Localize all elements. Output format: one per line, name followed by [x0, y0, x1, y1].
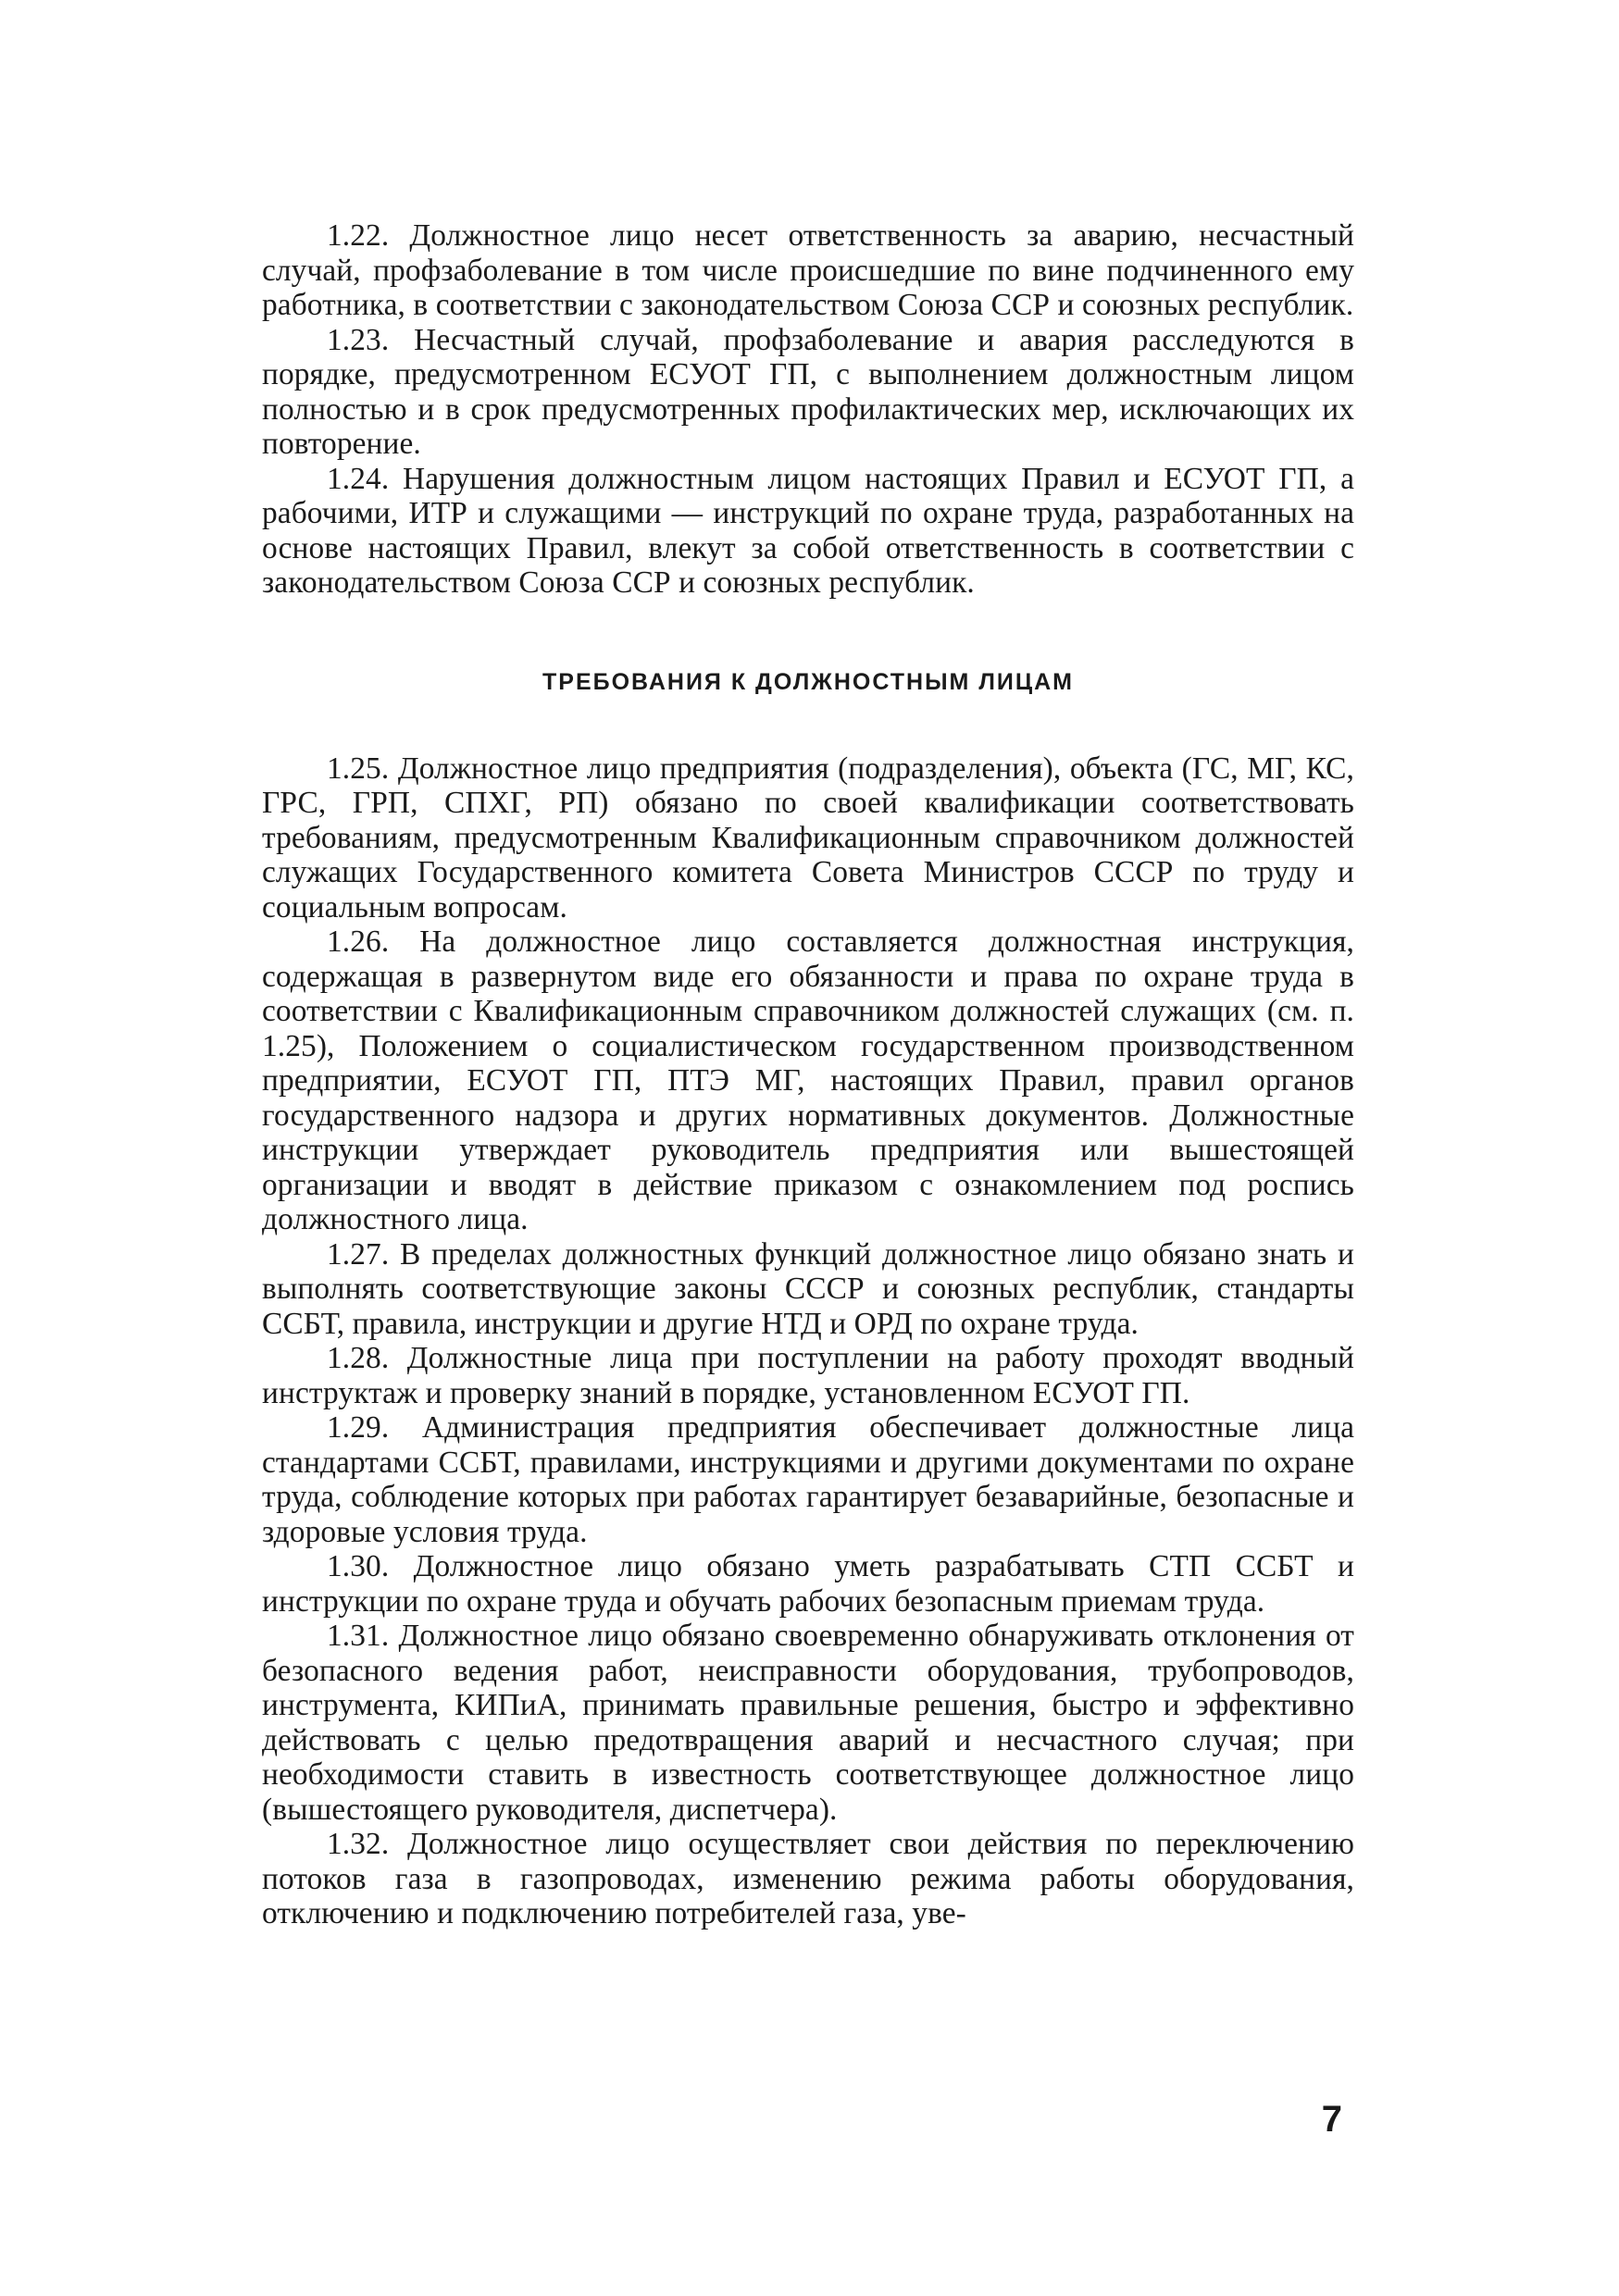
paragraph-1-32: 1.32. Должностное лицо осуществляет свои действия по переключению потоков газа в газопроводах, изменению режима работы оборудования, отключению и подключению потребителей газа, уве-	[262, 1827, 1354, 1930]
paragraph-1-22: 1.22. Должностное лицо несет ответственность за аварию, несчастный случай, профзаболевание в том числе происшедшие по вине подчиненного ему работника, в соответствии с законодательством Союза ССР и союзных республик.	[262, 218, 1354, 322]
paragraph-1-29: 1.29. Администрация предприятия обеспечивает должностные лица стандартами ССБТ, правилами, инструкциями и другими документами по охране труда, соблюдение которых при работах гарантирует безаварийные, безопасные и здоровые условия труда.	[262, 1410, 1354, 1549]
section-responsibility	[262, 218, 1354, 601]
section-requirements	[262, 751, 1354, 1931]
page-number: 7	[1321, 2099, 1342, 2140]
paragraph-1-28: 1.28. Должностные лица при поступлении на работу проходят вводный инструктаж и проверку знаний в порядке, установленном ЕСУОТ ГП.	[262, 1341, 1354, 1410]
document-page	[262, 218, 1354, 1931]
paragraph-1-26: 1.26. На должностное лицо составляется должностная инструкция, содержащая в развернутом виде его обязанности и права по охране труда в соответствии с Квалификационным справочником должностей служащих (см. п. 1.25), Положением о социалистическом государственном производственном предприятии, ЕСУОТ ГП, ПТЭ МГ, настоящих Правил, правил органов государственного надзора и других нормативных документов. Должностные инструкции утверждает руководитель предприятия или вышестоящей организации и вводят в действие приказом с ознакомлением под роспись должностного лица.	[262, 925, 1354, 1236]
paragraph-1-24: 1.24. Нарушения должностным лицом настоящих Правил и ЕСУОТ ГП, а рабочими, ИТР и служащими — инструкций по охране труда, разработанных на основе настоящих Правил, влекут за собой ответственность в соответствии с законодательством Союза ССР и союзных республик.	[262, 461, 1354, 600]
section-heading: ТРЕБОВАНИЯ К ДОЛЖНОСТНЫМ ЛИЦАМ	[542, 668, 1074, 695]
paragraph-1-25: 1.25. Должностное лицо предприятия (подразделения), объекта (ГС, МГ, КС, ГРС, ГРП, СПХГ, РП) обязано по своей квалификации соответствовать требованиям, предусмотренным Квалификационным справочником должностей служащих Государственного комитета Совета Министров СССР по труду и социальным вопросам.	[262, 751, 1354, 925]
paragraph-1-23: 1.23. Несчастный случай, профзаболевание и авария расследуются в порядке, предусмотренном ЕСУОТ ГП, с выполнением должностным лицом полностью и в срок предусмотренных профилактических мер, исключающих их повторение.	[262, 322, 1354, 461]
paragraph-1-27: 1.27. В пределах должностных функций должностное лицо обязано знать и выполнять соответствующие законы СССР и союзных республик, стандарты ССБТ, правила, инструкции и другие НТД и ОРД по охране труда.	[262, 1236, 1354, 1341]
paragraph-1-31: 1.31. Должностное лицо обязано своевременно обнаруживать отклонения от безопасного ведения работ, неисправности оборудования, трубопроводов, инструмента, КИПиА, принимать правильные решения, быстро и эффективно действовать с целью предотвращения аварий и несчастного случая; при необходимости ставить в известность соответствующее должностное лицо (вышестоящего руководителя, диспетчера).	[262, 1619, 1354, 1827]
paragraph-1-30: 1.30. Должностное лицо обязано уметь разрабатывать СТП ССБТ и инструкции по охране труда и обучать рабочих безопасным приемам труда.	[262, 1549, 1354, 1619]
